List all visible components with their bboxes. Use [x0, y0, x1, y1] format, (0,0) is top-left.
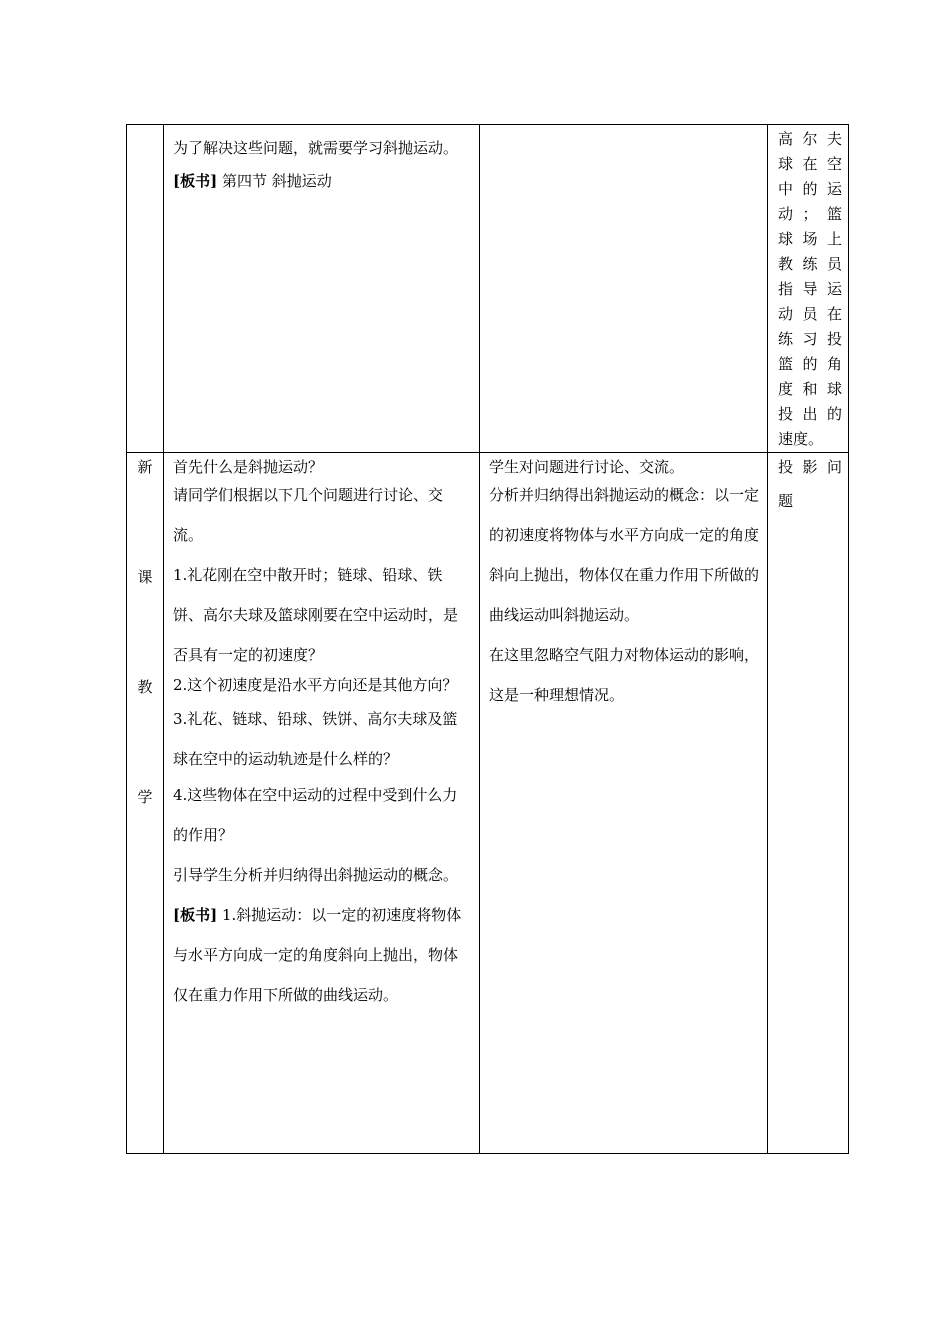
- note-line: 高尔夫: [778, 130, 842, 148]
- note-line: 指导运: [778, 280, 842, 298]
- teacher-guidance: 引导学生分析并归纳得出斜抛运动的概念。: [173, 866, 459, 884]
- note-line: 球在空: [778, 155, 842, 173]
- note-line: 度和球: [778, 380, 842, 398]
- question-2: 2.这个初速度是沿水平方向还是其他方向？: [173, 676, 458, 694]
- note-line: 题: [778, 492, 794, 510]
- lesson-plan-table: [126, 124, 849, 1154]
- stage-char: 新: [137, 458, 153, 476]
- teacher-question: 首先什么是斜抛运动？: [173, 458, 324, 476]
- student-activity-cell-new-lesson: [480, 453, 768, 1154]
- design-note-cell-intro: [768, 125, 849, 453]
- teacher-activity-cell-new-lesson: [164, 453, 480, 1154]
- teacher-intro-text: 为了解决这些问题，就需要学习斜抛运动。: [173, 139, 459, 157]
- note-line: 篮的角: [778, 355, 842, 373]
- table-row-new-lesson: [127, 453, 849, 1154]
- design-note-cell-new-lesson: [768, 453, 849, 1154]
- board-concept-text: 1.斜抛运动：以一定的初速度将物体与水平方向成一定的角度斜向上抛出，物体仅在重力作用下所做的曲线运动。: [173, 906, 462, 1004]
- note-line: 投影问: [778, 458, 842, 476]
- question-3: 3.礼花、链球、铅球、铁饼、高尔夫球及篮球在空中的运动轨迹是什么样的？: [173, 710, 458, 768]
- board-note-intro: [173, 168, 471, 194]
- note-line: 速度。: [778, 430, 824, 448]
- note-line: 球场上: [778, 230, 842, 248]
- stage-char: 教: [137, 678, 153, 696]
- board-tag: [板书]: [173, 172, 218, 190]
- board-tag: [板书]: [173, 906, 218, 924]
- question-4: 4.这些物体在空中运动的过程中受到什么力的作用？: [173, 786, 458, 844]
- board-title: 第四节 斜抛运动: [221, 172, 332, 190]
- note-line: 动员在: [778, 305, 842, 323]
- note-line: 练习投: [778, 330, 842, 348]
- stage-cell-new-lesson: [127, 453, 164, 1154]
- stage-cell-intro: [127, 125, 164, 453]
- student-activity-cell-intro: [480, 125, 768, 453]
- teacher-activity-cell-intro: [164, 125, 480, 453]
- table-row-intro: [127, 125, 849, 453]
- board-note-concept: [173, 895, 471, 1015]
- teacher-instruction: 请同学们根据以下几个问题进行讨论、交流。: [173, 486, 444, 544]
- note-line: 动；篮: [778, 205, 842, 223]
- student-idealization: 在这里忽略空气阻力对物体运动的影响，这是一种理想情况。: [489, 646, 760, 704]
- design-note-new-lesson: [768, 453, 848, 521]
- stage-char: 学: [137, 788, 153, 806]
- note-line: 中的运: [778, 180, 842, 198]
- question-1: 1.礼花刚在空中散开时；链球、铅球、铁饼、高尔夫球及篮球刚要在空中运动时，是否具有一定的初速度？: [173, 566, 459, 664]
- student-concept: 分析并归纳得出斜抛运动的概念：以一定的初速度将物体与水平方向成一定的角度斜向上抛出，物体仅在重力作用下所做的曲线运动叫斜抛运动。: [489, 486, 760, 624]
- student-discussion: 学生对问题进行讨论、交流。: [489, 458, 685, 476]
- note-line: 教练员: [778, 255, 842, 273]
- note-line: 投出的: [778, 405, 842, 423]
- design-note-intro: [768, 125, 848, 452]
- stage-label: [127, 453, 163, 810]
- stage-char: 课: [137, 568, 153, 586]
